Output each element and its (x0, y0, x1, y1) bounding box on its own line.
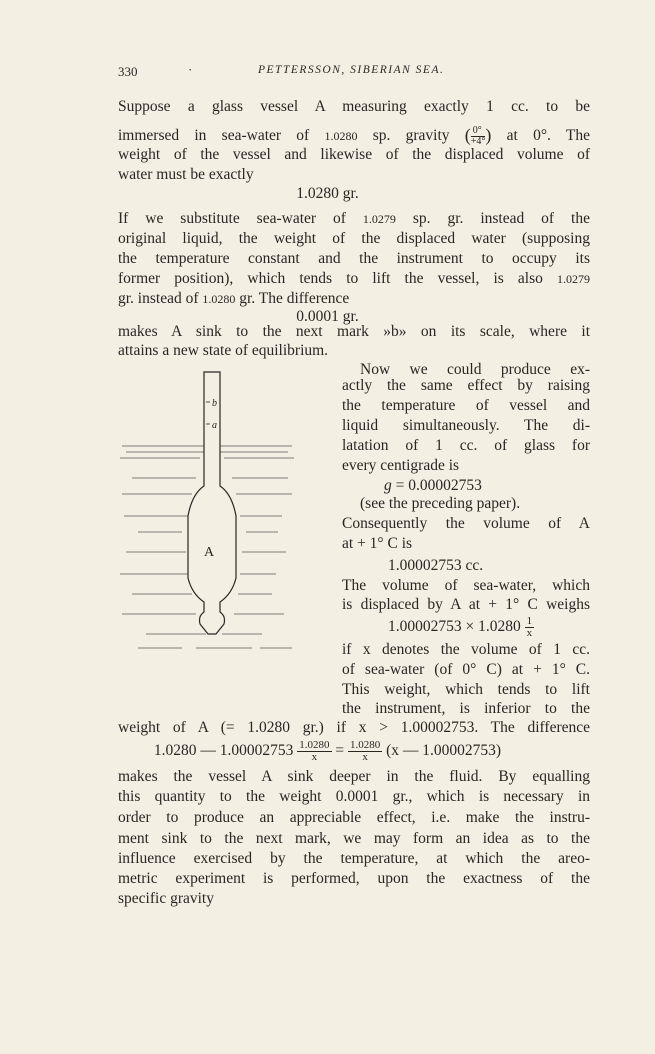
text-line: liquid simultaneously. The di- (342, 417, 590, 434)
text-line: if x denotes the volume of 1 cc. (342, 641, 590, 658)
page-number: 330 (118, 64, 138, 79)
text-line: order to produce an appreciable effect, i.e. make the instru- (118, 809, 590, 826)
text-line: Suppose a glass vessel A measuring exactly 1 cc. to be (118, 98, 590, 115)
running-title: PETTERSSON, SIBERIAN SEA. (258, 64, 445, 76)
text-line: Now we could produce ex- (360, 361, 590, 378)
label-a: a (212, 420, 217, 431)
text-line: this quantity to the weight 0.0001 gr., which is necessary in (118, 788, 590, 805)
text-line: makes the vessel A sink deeper in the fluid. By equalling (118, 768, 590, 785)
text-line: influence exercised by the temperature, at which the areo- (118, 850, 590, 867)
equation-5: 1.00002753 × 1.0280 $\frac{1}{x}$ (388, 615, 533, 639)
text-line: of sea-water (of 0° C) at + 1° C. (342, 661, 590, 678)
text-line: the temperature constant and the instrument to occupy its (118, 250, 590, 267)
text-line: former position), which tends to lift the vessel, is also 1.0279 (118, 270, 590, 287)
text-line: weight of A (= 1.0280 gr.) if x > 1.00002753. The difference (118, 719, 590, 736)
text-line: at + 1° C is (342, 535, 413, 552)
text-line: every centigrade is (342, 457, 460, 474)
text-line: gr. instead of 1.0280 gr. The difference (118, 290, 350, 307)
text-line: ment sink to the next mark, we may form an idea as to the (118, 830, 590, 847)
label-b: b (212, 398, 217, 409)
text-line: the instrument, is inferior to the (342, 700, 590, 717)
text-line: If we substitute sea-water of 1.0279 sp. gr. instead of the (118, 210, 590, 227)
areometer-figure (112, 366, 344, 666)
text-line: is displaced by A at + 1° C weighs (342, 596, 590, 613)
equation-6: 1.0280 — 1.00002753 $\frac{1.0280}{x}$ = $\frac{1.0280}{x}$ (x — 1.00002753) (153, 739, 502, 763)
text-line: specific gravity (118, 890, 214, 907)
text-line: actly the same effect by raising (342, 377, 590, 394)
text-line: immersed in sea-water of 1.0280 sp. gravity ( $\frac{0^\circ}{+4^\circ}$ ) at 0°. The (118, 125, 590, 148)
text-line: The volume of sea-water, which (342, 577, 590, 594)
text-line: original liquid, the weight of the displaced water (supposing (118, 230, 590, 247)
text-line: latation of 1 cc. of glass for (342, 437, 590, 454)
text-line: Consequently the volume of A (342, 515, 590, 532)
areometer-vessel (188, 372, 236, 634)
text-line: water must be exactly (118, 166, 254, 183)
running-header (118, 64, 608, 82)
header-dot: · (188, 62, 193, 77)
text-line: attains a new state of equilibrium. (118, 342, 329, 359)
label-A: A (204, 545, 215, 560)
equation-2: 0.0001 gr. (296, 308, 359, 325)
text-line: makes A sink to the next mark »b» on its scale, where it (118, 323, 590, 340)
text-line: the temperature of vessel and (342, 397, 590, 414)
text-line: metric experiment is performed, upon the exactness of the (118, 870, 590, 887)
equation-1: 1.0280 gr. (296, 185, 359, 202)
equation-3: g = 0.00002753 (384, 477, 482, 494)
text-line: This weight, which tends to lift (342, 681, 590, 698)
equation-4: 1.00002753 cc. (388, 557, 484, 574)
gravity-fraction: ( $\frac{0^\circ}{+4^\circ}$ ) (464, 125, 492, 148)
text-line: (see the preceding paper). (360, 495, 521, 512)
text-line: weight of the vessel and likewise of the displaced volume of (118, 146, 590, 163)
